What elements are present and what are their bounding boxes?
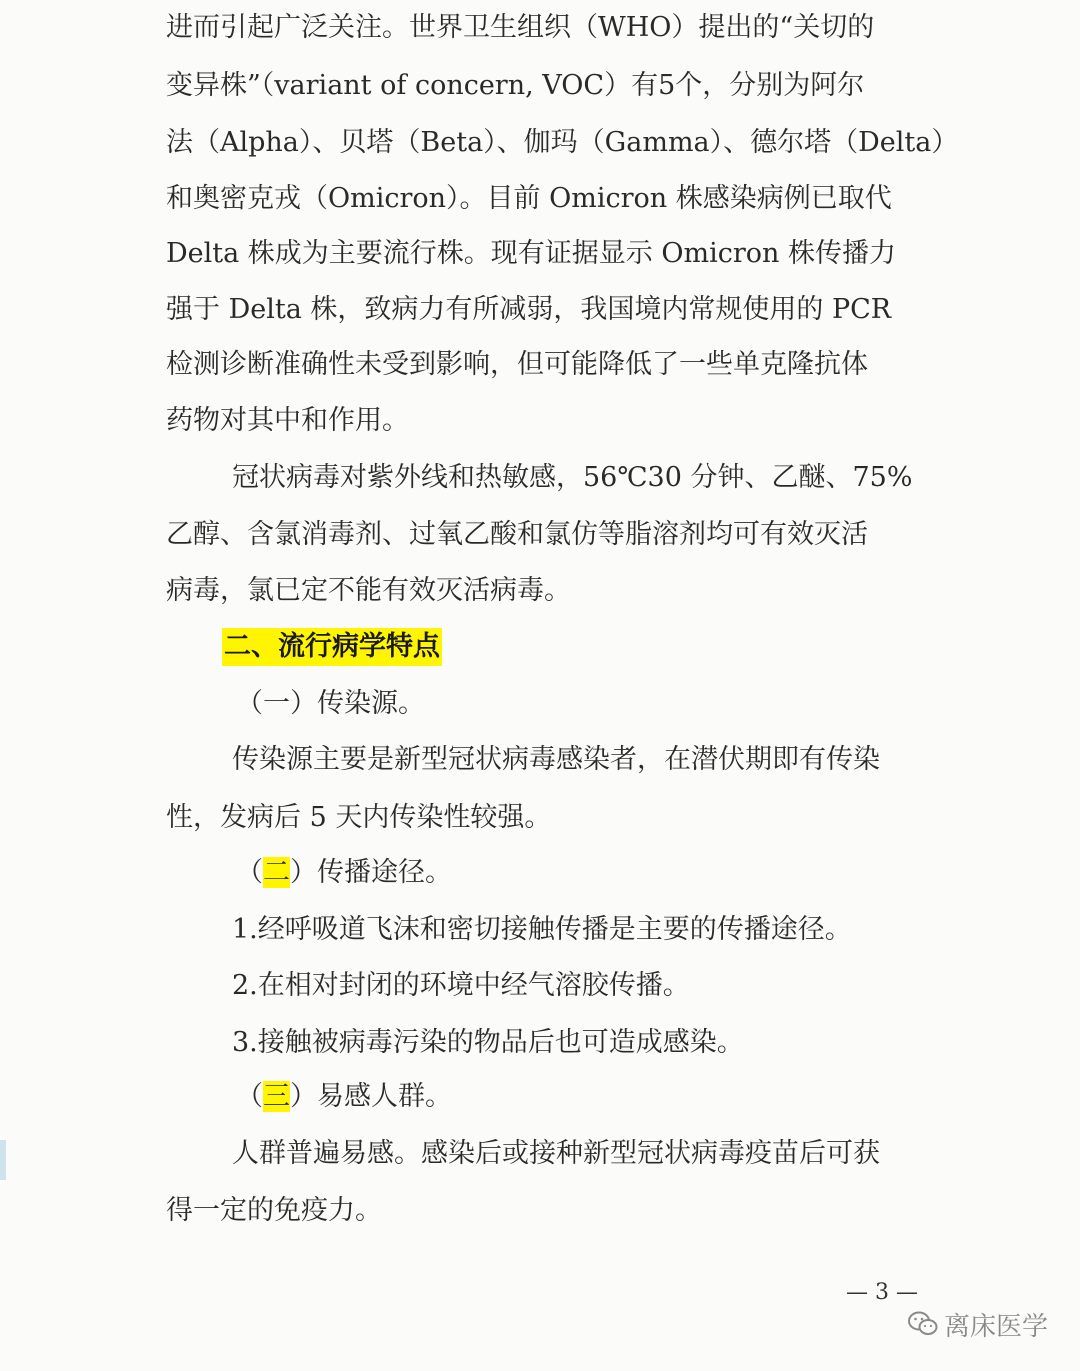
text-line: 强于 Delta 株，致病力有所减弱，我国境内常规使用的 PCR xyxy=(166,294,892,325)
text-line: 和奥密克戎（Omicron）。目前 Omicron 株感染病例已取代 xyxy=(166,183,892,214)
subheading-open: （ xyxy=(236,688,263,719)
list-item: 2.在相对封闭的环境中经气溶胶传播。 xyxy=(232,970,690,1001)
text-line: 性，发病后 5 天内传染性较强。 xyxy=(166,802,552,833)
subheading-number-highlighted: 二 xyxy=(263,857,290,888)
subheading-open: （ xyxy=(236,857,263,888)
text-line: 病毒，氯已定不能有效灭活病毒。 xyxy=(166,575,571,606)
text-line: 进而引起广泛关注。世界卫生组织（WHO）提出的“关切的 xyxy=(166,12,875,43)
wechat-icon xyxy=(908,1311,938,1337)
text-line: 法（Alpha）、贝塔（Beta）、伽玛（Gamma）、德尔塔（Delta） xyxy=(166,127,959,158)
subheading-transmission-route xyxy=(236,855,452,891)
text-line: 传染源主要是新型冠状病毒感染者，在潜伏期即有传染 xyxy=(232,744,880,775)
list-item: 1.经呼吸道飞沫和密切接触传播是主要的传播途径。 xyxy=(232,914,852,945)
subheading-open: （ xyxy=(236,1081,263,1112)
subheading-transmission-source xyxy=(236,686,425,722)
section-heading: 二、流行病学特点 xyxy=(222,628,442,666)
text-line: Delta 株成为主要流行株。现有证据显示 Omicron 株传播力 xyxy=(166,238,897,269)
text-line: 变异株”（variant of concern, VOC）有5个，分别为阿尔 xyxy=(166,70,865,101)
subheading-title: ）传播途径。 xyxy=(290,857,452,888)
text-line: 检测诊断准确性未受到影响，但可能降低了一些单克隆抗体 xyxy=(166,349,868,380)
subheading-number-highlighted: 三 xyxy=(263,1081,290,1112)
subheading-number: 一 xyxy=(263,688,290,719)
subheading-title: ）易感人群。 xyxy=(290,1081,452,1112)
text-line: 乙醇、含氯消毒剂、过氧乙酸和氯仿等脂溶剂均可有效灭活 xyxy=(166,519,868,550)
source-watermark xyxy=(908,1304,1048,1344)
text-line: 冠状病毒对紫外线和热敏感，56℃30 分钟、乙醚、75% xyxy=(232,462,913,493)
watermark-text: 离床医学 xyxy=(943,1311,1048,1342)
text-line: 药物对其中和作用。 xyxy=(166,405,409,436)
text-line: 得一定的免疫力。 xyxy=(166,1195,382,1226)
list-item: 3.接触被病毒污染的物品后也可造成感染。 xyxy=(232,1027,744,1058)
subheading-title: ）传染源。 xyxy=(290,688,425,719)
scan-edge-mark xyxy=(0,1140,6,1180)
subheading-susceptible-population xyxy=(236,1079,452,1115)
page-number: — 3 — xyxy=(846,1280,918,1305)
text-line: 人群普遍易感。感染后或接种新型冠状病毒疫苗后可获 xyxy=(232,1138,880,1169)
